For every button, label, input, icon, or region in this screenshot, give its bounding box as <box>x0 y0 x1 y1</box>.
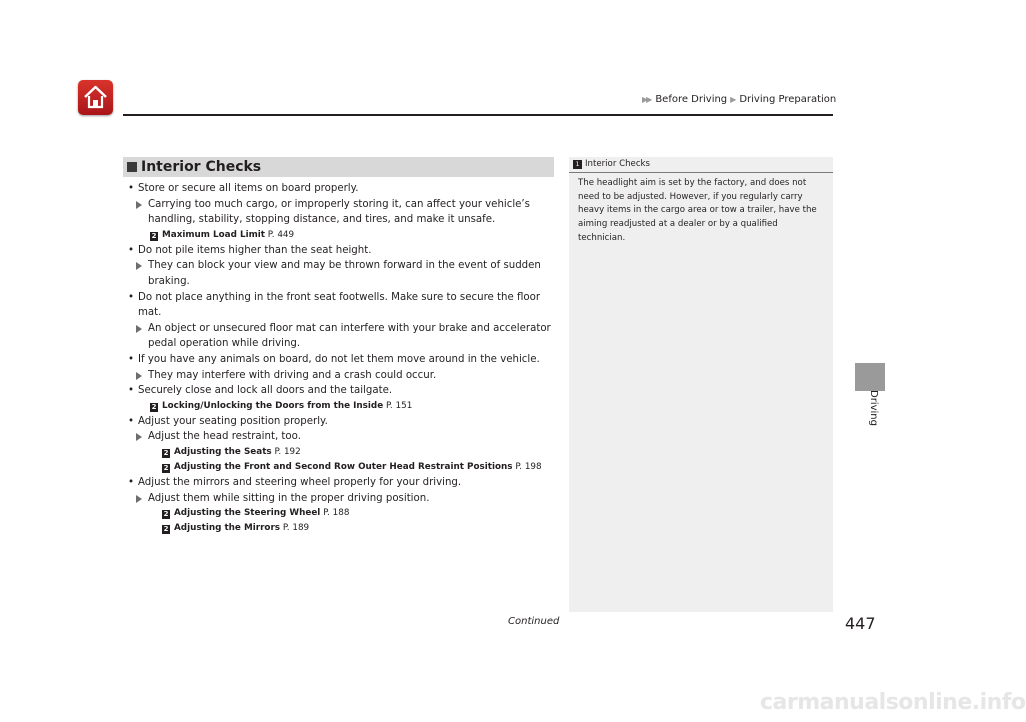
breadcrumb-item[interactable]: Driving Preparation <box>739 94 837 105</box>
reference-icon: 2 <box>151 231 157 240</box>
watermark: carmanualsonline.info <box>760 690 1026 715</box>
cross-reference-link[interactable]: 2 Adjusting the Front and Second Row Outer Head Restraint Positions P. 198 <box>163 461 542 472</box>
reference-icon: 2 <box>163 448 169 457</box>
home-button[interactable] <box>78 80 113 115</box>
sidebar-text: The headlight aim is set by the factory, and does not need to be adjusted. However, if you regularly carry heavy items in the cargo area or tow a trailer, have the aiming readjusted at a dealer or by a qualified technician. <box>578 178 817 243</box>
sidebar-header <box>573 159 833 169</box>
breadcrumb-arrow-icon: ▶▶ <box>642 95 651 104</box>
arrow-icon <box>136 433 142 441</box>
sub-item: Adjust the head restraint, too. <box>128 429 558 445</box>
reference-icon: 2 <box>163 463 169 472</box>
cross-reference-link[interactable]: 2 Maximum Load Limit P. 449 <box>151 229 295 240</box>
arrow-icon <box>136 325 142 333</box>
reference-icon: 2 <box>163 525 169 534</box>
sub-item: They can block your view and may be thrown forward in the event of sudden braking. <box>128 258 558 289</box>
arrow-icon <box>136 495 142 503</box>
chapter-label: Driving <box>868 390 879 426</box>
note-icon: 1 <box>573 160 582 169</box>
arrow-icon <box>136 372 142 380</box>
list-item: • Do not pile items higher than the seat height. <box>128 243 558 259</box>
arrow-icon <box>136 262 142 270</box>
cross-reference-link[interactable]: 2 Locking/Unlocking the Doors from the Inside P. 151 <box>151 400 413 411</box>
sidebar-title: Interior Checks <box>585 159 650 169</box>
arrow-icon <box>136 201 142 209</box>
cross-reference-link[interactable]: 2 Adjusting the Steering Wheel P. 188 <box>163 508 350 519</box>
list-item: • Store or secure all items on board properly. <box>128 181 558 197</box>
cross-reference-link[interactable]: 2 Adjusting the Mirrors P. 189 <box>163 523 310 534</box>
sub-item: They may interfere with driving and a crash could occur. <box>128 368 558 384</box>
reference-icon: 2 <box>163 510 169 519</box>
section-square-icon <box>127 162 137 172</box>
cross-reference-link[interactable]: 2 Adjusting the Seats P. 192 <box>163 446 301 457</box>
sub-item: Adjust them while sitting in the proper driving position. <box>128 491 558 507</box>
breadcrumb <box>642 94 836 105</box>
section-title: Interior Checks <box>141 159 262 175</box>
list-item: • Adjust your seating position properly. <box>128 414 558 430</box>
list-item: • Securely close and lock all doors and the tailgate. <box>128 383 558 399</box>
sidebar-note <box>569 157 833 612</box>
section-header <box>123 157 554 177</box>
main-content <box>128 181 558 536</box>
sub-item: An object or unsecured floor mat can interfere with your brake and accelerator pedal operation while driving. <box>128 321 558 352</box>
sub-item: Carrying too much cargo, or improperly storing it, can affect your vehicle’s handling, stability, stopping distance, and tires, and make it unsafe. <box>128 197 558 228</box>
continued-label: Continued <box>508 616 560 627</box>
list-item: • Do not place anything in the front seat footwells. Make sure to secure the floor mat. <box>128 290 558 321</box>
header-divider <box>123 114 833 116</box>
list-item: • Adjust the mirrors and steering wheel properly for your driving. <box>128 475 558 491</box>
breadcrumb-arrow-icon: ▶ <box>730 95 735 104</box>
list-item: • If you have any animals on board, do not let them move around in the vehicle. <box>128 352 558 368</box>
home-icon <box>82 84 109 111</box>
reference-icon: 2 <box>151 402 157 411</box>
chapter-tab[interactable] <box>855 363 885 391</box>
breadcrumb-item[interactable]: Before Driving <box>655 94 728 105</box>
page-number: 447 <box>845 614 876 633</box>
